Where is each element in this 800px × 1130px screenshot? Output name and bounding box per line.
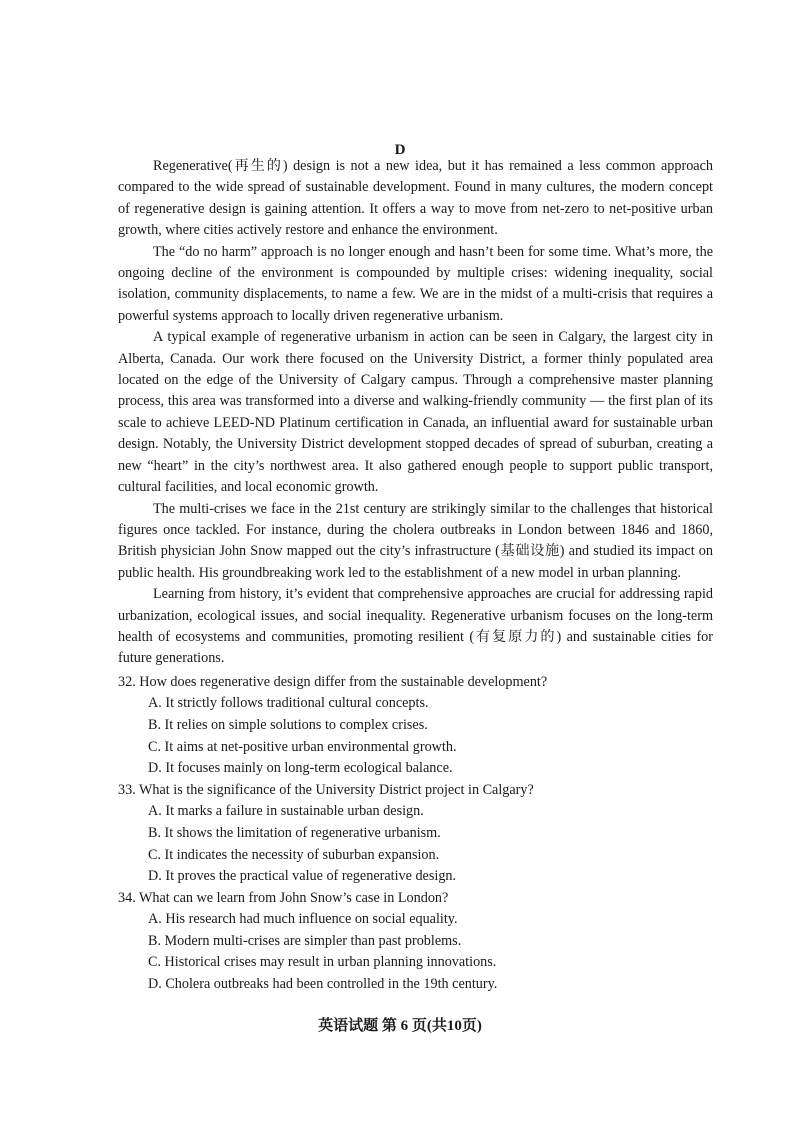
option-b: B. It shows the limitation of regenerative urbanism. bbox=[148, 824, 441, 841]
paragraph: Regenerative(再生的) design is not a new idea, but it has remained a less common approach compared to the wide spread of sustainable development. Found in many cultures, the modern concept of regenerative design is gaining attention. It offers a way to move from net-zero to net-positive urban growth, where cities actively restore and enhance the environment. bbox=[118, 158, 713, 239]
option-c: C. Historical crises may result in urban planning innovations. bbox=[148, 954, 497, 971]
paragraph: The “do no harm” approach is no longer enough and hasn’t been for some time. What’s more, the ongoing decline of the environment is compounded by multiple crises: widening inequality, social isolation, community displacements, to name a few. We are in the midst of a multi-crisis that requires a powerful systems approach to locally driven regenerative urbanism. bbox=[118, 243, 713, 324]
option-d: D. Cholera outbreaks had been controlled in the 19th century. bbox=[148, 976, 498, 993]
option-a: A. His research had much influence on social equality. bbox=[148, 911, 458, 928]
reading-passage bbox=[118, 156, 713, 670]
exam-page bbox=[0, 141, 800, 1036]
paragraph: Learning from history, it’s evident that comprehensive approaches are crucial for addressing rapid urbanization, ecological issues, and social inequality. Regenerative urbanism focuses on the long-term health of ecosystems and communities, promoting resilient (有复原力的) and sustainable cities for future generations. bbox=[118, 586, 713, 667]
option-a: A. It strictly follows traditional cultural concepts. bbox=[148, 695, 429, 712]
question-stem: 34. What can we learn from John Snow’s case in London? bbox=[118, 889, 449, 906]
section-title: D bbox=[394, 142, 406, 158]
question-stem: 33. What is the significance of the University District project in Calgary? bbox=[118, 781, 534, 798]
question-stem: 32. How does regenerative design differ from the sustainable development? bbox=[118, 673, 548, 690]
question-34 bbox=[118, 888, 713, 996]
question-32 bbox=[118, 672, 713, 780]
option-b: B. It relies on simple solutions to complex crises. bbox=[148, 716, 428, 733]
paragraph: The multi-crises we face in the 21st century are strikingly similar to the challenges that historical figures once tackled. For instance, during the cholera outbreaks in London between 1846 and 1860, British physician John Snow mapped out the city’s infrastructure (基础设施) and studied its impact on public health. His groundbreaking work led to the establishment of a new model in urban planning. bbox=[118, 500, 713, 581]
option-a: A. It marks a failure in sustainable urban design. bbox=[148, 803, 424, 820]
page-footer: 英语试题 第 6 页(共10页) bbox=[318, 1018, 482, 1034]
paragraph: A typical example of regenerative urbanism in action can be seen in Calgary, the largest city in Alberta, Canada. Our work there focused on the University District, a former thinly populated area located on the edge of the University of Calgary campus. Through a comprehensive master planning process, this area was transformed into a diverse and walking-friendly community — the first plan of its scale to achieve LEED-ND Platinum certification in Canada, an influential award for sustainable urban design. Notably, the University District development stopped decades of spread of suburban, creating a new “heart” in the city’s northwest area. It also gathered enough people to support public transport, cultural facilities, and local economic growth. bbox=[118, 329, 713, 496]
question-list bbox=[118, 672, 713, 996]
option-d: D. It proves the practical value of regenerative design. bbox=[148, 868, 457, 885]
option-b: B. Modern multi-crises are simpler than past problems. bbox=[148, 932, 462, 949]
question-33 bbox=[118, 780, 713, 888]
option-c: C. It indicates the necessity of suburban expansion. bbox=[148, 846, 440, 863]
option-d: D. It focuses mainly on long-term ecological balance. bbox=[148, 760, 453, 777]
option-c: C. It aims at net-positive urban environmental growth. bbox=[148, 738, 457, 755]
